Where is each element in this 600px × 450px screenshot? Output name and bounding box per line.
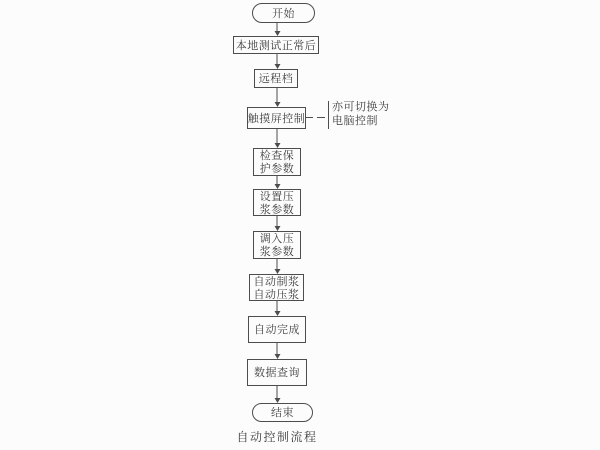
connector-arrow [274, 216, 281, 231]
note-dash [317, 117, 325, 118]
node-label: 结束 [271, 406, 294, 419]
node-label: 自动制浆 [253, 274, 300, 288]
node-label: 设置压 [259, 189, 295, 203]
connector-arrow [274, 54, 281, 69]
arrow-shaft [277, 88, 278, 102]
node-label: 自动完成 [254, 323, 300, 336]
connector-arrow [274, 301, 281, 316]
flow-node-set-grouting-params [253, 189, 301, 216]
arrow-shaft [277, 129, 278, 143]
connector-arrow [274, 88, 281, 107]
note-bracket [328, 101, 329, 129]
node-label: 浆参数 [259, 245, 295, 258]
side-note [332, 100, 390, 128]
connector-arrow [274, 129, 281, 148]
side-note-line: 电脑控制 [332, 114, 378, 127]
node-label: 本地测试正常后 [235, 38, 317, 52]
diagram-caption: 自动控制流程 [236, 430, 318, 444]
node-label: 调入压 [259, 232, 295, 245]
node-label: 开始 [272, 6, 295, 20]
connector-arrow [274, 343, 281, 359]
node-label: 护参数 [259, 162, 295, 175]
node-label: 数据查询 [254, 366, 300, 379]
node-label: 远程档 [258, 72, 294, 85]
arrow-shaft [277, 259, 278, 269]
node-label: 自动压浆 [253, 287, 300, 301]
connector-arrow [274, 23, 281, 36]
arrow-shaft [277, 216, 278, 226]
flow-node-start [252, 3, 315, 23]
arrow-shaft [277, 301, 278, 311]
arrow-shaft [277, 23, 278, 31]
flow-node-auto-complete [248, 316, 306, 343]
connector-arrow [274, 176, 281, 189]
flow-node-local-test-ok [233, 36, 319, 54]
flow-node-data-query [247, 359, 307, 386]
node-label: 浆参数 [259, 202, 295, 216]
flow-node-check-protection-params [253, 148, 301, 176]
node-label: 触摸屏控制 [247, 111, 306, 125]
arrow-shaft [277, 54, 278, 64]
flow-node-end [252, 403, 313, 422]
flow-node-load-grouting-params [253, 231, 301, 259]
arrow-shaft [277, 386, 278, 398]
flow-node-touchscreen-control [247, 107, 306, 129]
arrow-shaft [277, 343, 278, 354]
node-label: 检查保 [259, 149, 295, 162]
side-note-line: 亦可切换为 [332, 100, 390, 113]
connector-arrow [274, 259, 281, 274]
note-dash [306, 117, 313, 118]
flow-node-remote-gear [254, 69, 298, 88]
connector-arrow [274, 386, 281, 403]
flow-node-auto-mix-and-grout [249, 274, 304, 301]
arrow-shaft [277, 176, 278, 184]
